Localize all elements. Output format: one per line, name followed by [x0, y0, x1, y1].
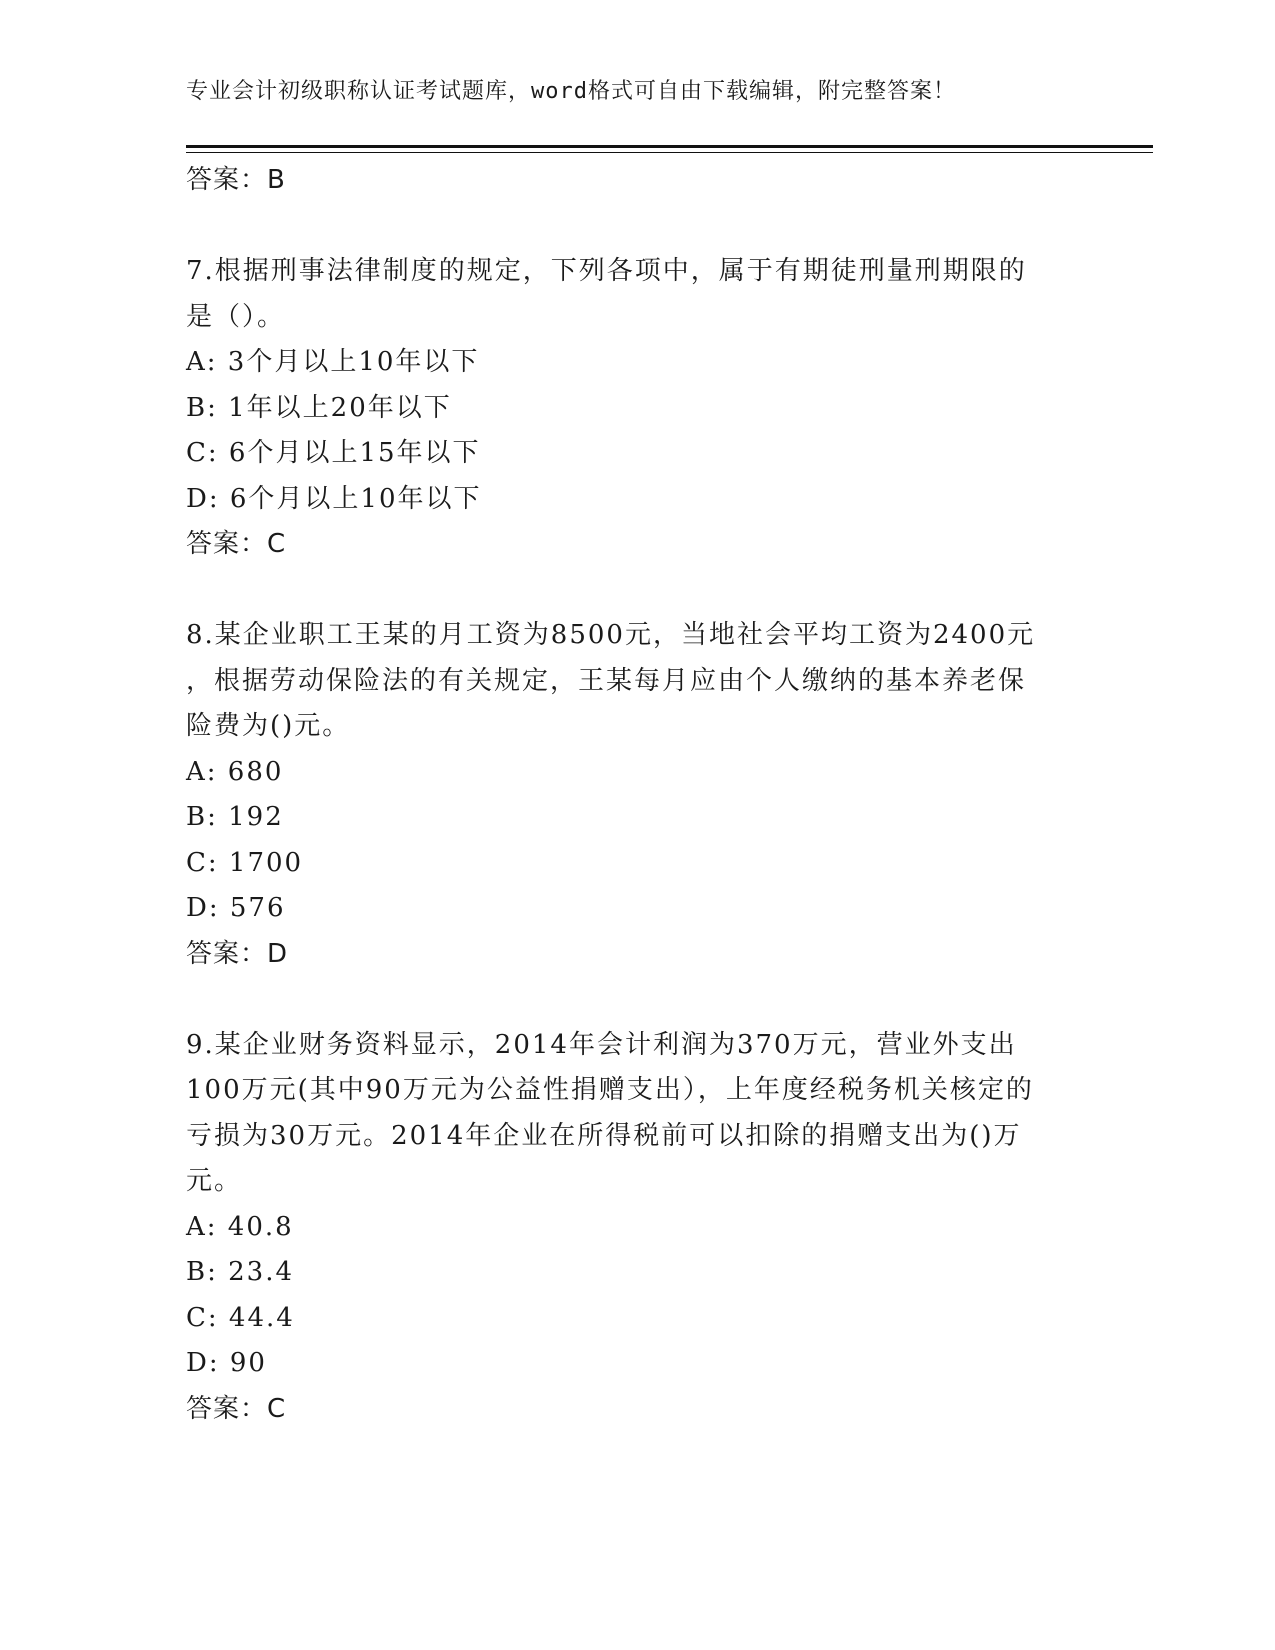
option-d: D: 576: [186, 893, 286, 923]
option-d: D: 90: [186, 1348, 267, 1378]
document-body: [186, 158, 1106, 1432]
question-8: [186, 613, 1106, 977]
question-stem-line: 9.某企业财务资料显示，2014年会计利润为370万元，营业外支出: [186, 1029, 1017, 1060]
option-c: C: 44.4: [186, 1302, 295, 1333]
question-stem-line: 8.某企业职工王某的月工资为8500元，当地社会平均工资为2400元: [186, 620, 1036, 650]
header-rule-thick: [186, 145, 1153, 148]
question-7: [186, 249, 1106, 568]
question-stem-line: 亏损为30万元。2014年企业在所得税前可以扣除的捐赠支出为()万: [186, 1120, 1022, 1151]
question-stem-line: 险费为()元。: [186, 711, 351, 741]
option-c: C: 6个月以上15年以下: [186, 438, 481, 468]
option-a: A: 680: [186, 756, 284, 787]
option-a: A: 40.8: [186, 1211, 294, 1242]
option-b: B: 192: [186, 802, 284, 832]
question-stem-line: 100万元(其中90万元为公益性捐赠支出），上年度经税务机关核定的: [186, 1075, 1034, 1105]
spacer: [186, 204, 1106, 250]
spacer: [186, 977, 1106, 1023]
option-b: B: 1年以上20年以下: [186, 392, 452, 423]
option-c: C: 1700: [186, 847, 304, 878]
previous-answer: 答案：B: [186, 165, 286, 195]
option-b: B: 23.4: [186, 1257, 295, 1287]
answer: 答案：D: [186, 938, 289, 969]
question-stem-line: 7.根据刑事法律制度的规定，下列各项中，属于有期徒刑量刑期限的: [186, 256, 1027, 286]
question-stem-line: ，根据劳动保险法的有关规定，王某每月应由个人缴纳的基本养老保: [186, 665, 1027, 696]
header-rule-thin: [186, 152, 1153, 153]
question-9: [186, 1023, 1106, 1433]
question-stem-line: 是（）。: [186, 301, 286, 332]
spacer: [186, 568, 1106, 614]
option-a: A: 3个月以上10年以下: [186, 347, 480, 377]
answer: 答案：C: [186, 529, 287, 559]
answer: 答案：C: [186, 1393, 287, 1424]
option-d: D: 6个月以上10年以下: [186, 483, 482, 514]
page-header: 专业会计初级职称认证考试题库，word格式可自由下载编辑，附完整答案！: [186, 79, 956, 104]
question-stem-line: 元。: [186, 1166, 243, 1196]
